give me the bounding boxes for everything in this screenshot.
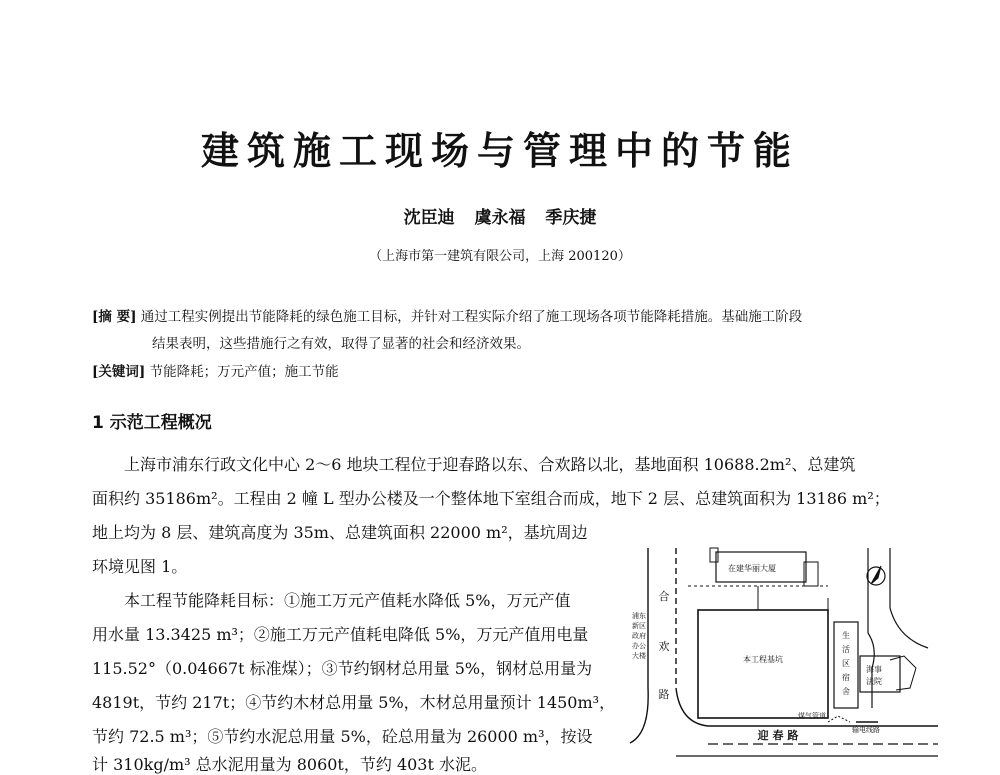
label-road-hehuan-2: 欢	[658, 640, 670, 653]
label-living-area-4: 宿	[842, 673, 850, 682]
abstract-label: [摘 要]	[92, 309, 137, 325]
abstract-text-1: 通过工程实例提出节能降耗的绿色施工目标，并针对工程实际介绍了施工现场各项节能降耗措施。基础施工阶段	[140, 309, 803, 325]
label-living-area-2: 活	[842, 645, 850, 654]
label-gas-pipe: 煤气管道	[798, 712, 826, 720]
label-left-building-4: 办公	[632, 642, 646, 650]
paragraph-line: 地上均为 8 层、建筑高度为 35m、总建筑面积 22000 m²，基坑周边	[92, 523, 588, 542]
paragraph-line: 115.52°（0.04667t 标准煤）；③节约钢材总用量 5%，钢材总用量为	[92, 659, 593, 678]
label-court-2: 法院	[866, 677, 882, 686]
keywords-label: [关键词]	[92, 364, 146, 380]
label-left-building-1: 浦东	[632, 612, 646, 620]
paragraph-line: 计 310kg/m³ 总水泥用量为 8060t，节约 403t 水泥。	[92, 755, 488, 774]
label-living-area-5: 舍	[842, 687, 850, 696]
label-foundation-pit: 本工程基坑	[743, 655, 783, 664]
paragraph-line: 面积约 35186m²。工程由 2 幢 L 型办公楼及一个整体地下室组合而成，地下 2 层、总建筑面积为 13186 m²；	[92, 489, 890, 508]
road-curve	[630, 688, 648, 743]
label-court-1: 海事	[866, 665, 882, 674]
page-title: 建筑施工现场与管理中的节能	[200, 128, 799, 173]
abstract-line-1	[92, 305, 802, 325]
label-power-line: 输电线路	[852, 726, 880, 734]
label-left-building-5: 大楼	[632, 652, 646, 660]
section-heading: 1 示范工程概况	[92, 413, 212, 433]
paragraph-line: 上海市浦东行政文化中心 2～6 地块工程位于迎春路以东、合欢路以北，基地面积 10688.2m²、总建筑	[124, 455, 856, 474]
site-plan-figure	[628, 538, 938, 760]
affiliation: （上海市第一建筑有限公司，上海 200120）	[369, 249, 631, 264]
label-left-building-2: 新区	[632, 622, 646, 630]
court-outline	[890, 656, 916, 690]
road-curve	[676, 688, 708, 726]
paragraph-line: 本工程节能降耗目标：①施工万元产值耗水降低 5%，万元产值	[124, 591, 571, 610]
label-left-building-3: 政府	[632, 632, 646, 640]
north-arrow-needle	[871, 566, 881, 584]
paragraph-line: 用水量 13.3425 m³；②施工万元产值耗电降低 5%，万元产值用电量	[92, 625, 589, 644]
keywords-text: 节能降耗；万元产值；施工节能	[149, 364, 339, 380]
paragraph-line: 环境见图 1。	[92, 557, 188, 576]
abstract-text-2: 结果表明，这些措施行之有效，取得了显著的社会和经济效果。	[152, 336, 530, 352]
keywords-line	[92, 360, 339, 380]
building-wing	[710, 548, 718, 562]
label-living-area-1: 生	[842, 631, 850, 640]
label-road-hehuan-3: 路	[658, 688, 670, 701]
label-road-yingchun: 迎 春 路	[757, 729, 799, 742]
court-building	[860, 656, 900, 692]
road-edge	[890, 548, 928, 648]
paragraph-line: 节约 72.5 m³；⑤节约水泥总用量 5%，砼总用量为 26000 m³，按设	[92, 727, 593, 746]
gas-pipe	[828, 716, 850, 722]
label-building-under-construction: 在建华丽大厦	[728, 564, 776, 573]
label-living-area-3: 区	[842, 659, 850, 668]
label-road-hehuan-1: 合	[658, 590, 670, 603]
foundation-pit	[698, 610, 828, 718]
authors: 沈臣迪 虞永福 季庆捷	[403, 208, 597, 228]
paragraph-line: 4819t，节约 217t；④节约木材总用量 5%，木材总用量预计 1450m³，	[92, 693, 616, 712]
